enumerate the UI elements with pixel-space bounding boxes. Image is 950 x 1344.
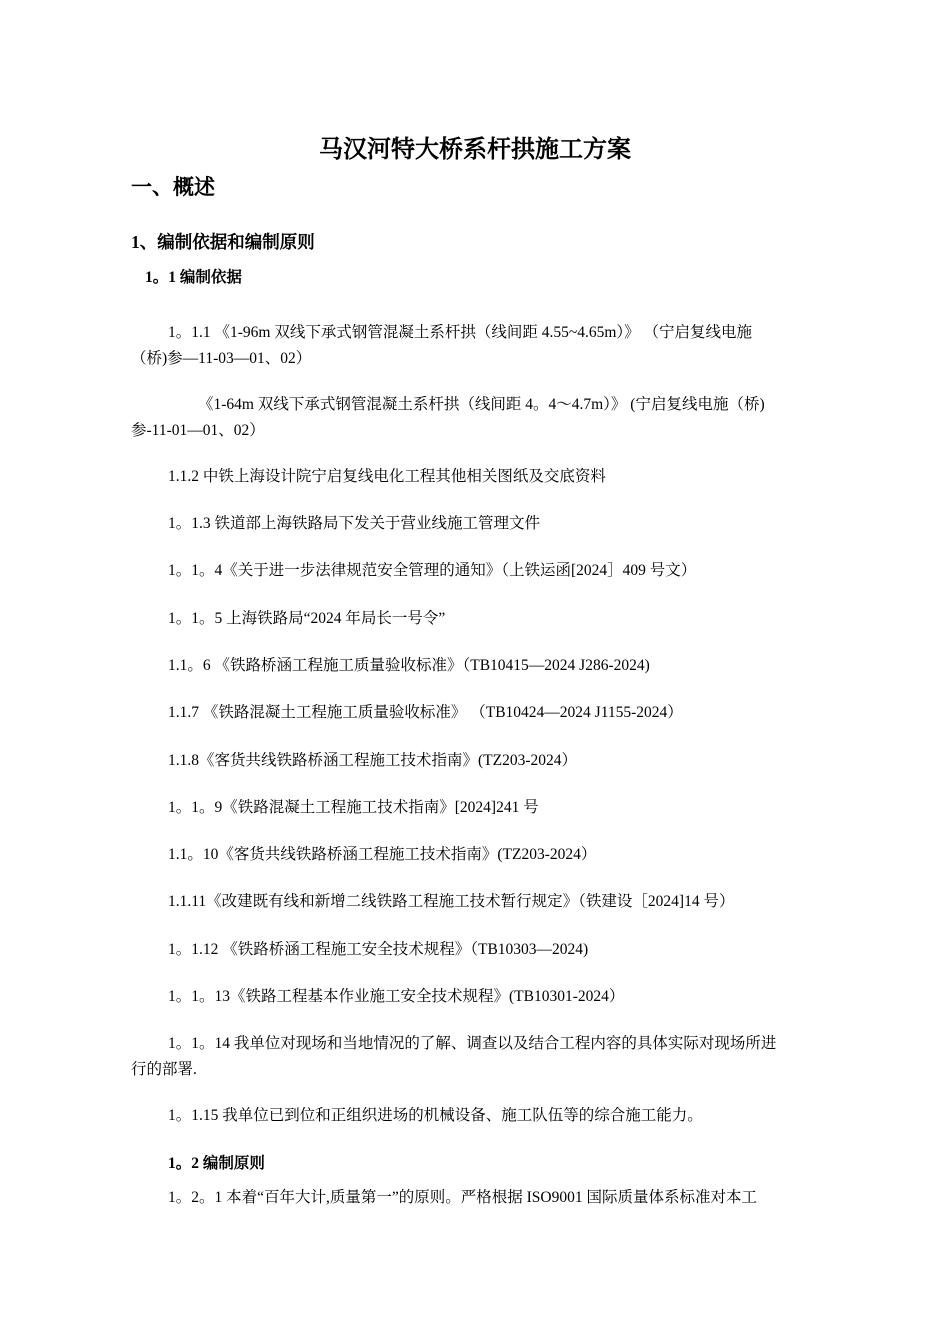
paragraph-line: （桥)参—11-03—01、02） <box>131 350 312 367</box>
paragraph-item-1-1-12 <box>131 937 837 963</box>
paragraph-item-1-1-2 <box>131 464 837 490</box>
paragraph-item-1-1-3 <box>131 511 837 537</box>
paragraph-line: 1.1.11《改建既有线和新增二线铁路工程施工技术暂行规定》（铁建设［2024]14 号） <box>168 893 735 910</box>
paragraph-line: 1。1.15 我单位已到位和正组织进场的机械设备、施工队伍等的综合施工能力。 <box>168 1107 703 1124</box>
paragraph-line: 1。1.3 铁道部上海铁路局下发关于营业线施工管理文件 <box>168 515 541 532</box>
paragraph-item-1-1-10 <box>131 842 837 868</box>
paragraph-line: 1。2。1 本着“百年大计,质量第一”的原则。严格根据 ISO9001 国际质量体系标准对本工 <box>168 1189 757 1206</box>
paragraph-line: 1.1.8《客货共线铁路桥涵工程施工技术指南》(TZ203-2024） <box>168 752 578 769</box>
paragraph-line: 行的部署. <box>131 1061 197 1078</box>
document-title: 马汉河特大桥系杆拱施工方案 <box>319 137 631 163</box>
paragraph-item-1-1-13 <box>131 984 837 1010</box>
subsection-heading-basis: 1。1 编制依据 <box>145 269 242 286</box>
paragraph-line: 1。1。5 上海铁路局“2024 年局长一号令” <box>168 610 446 627</box>
paragraph-line: 1。1。4《关于进一步法律规范安全管理的通知》（上铁运函[2024］409 号文） <box>168 562 697 579</box>
paragraph-line: 1。1。13《铁路工程基本作业施工安全技术规程》(TB10301-2024） <box>168 988 625 1005</box>
paragraph-item-1-1-5 <box>131 606 837 632</box>
paragraph-line: 1.1.7 《铁路混凝土工程施工质量验收标准》 （TB10424—2024 J1155-2024） <box>168 704 683 721</box>
paragraph-item-1-1-4 <box>131 558 837 584</box>
paragraph-line: 1。1.1 《1-96m 双线下承式钢管混凝土系杆拱（线间距 4.55~4.65m）》 （宁启复线电施 <box>168 324 753 341</box>
paragraph-item-1-1-6 <box>131 653 837 679</box>
section-heading-overview: 一、概述 <box>131 175 215 199</box>
paragraph-line: 参-11-01—01、02） <box>131 422 265 439</box>
paragraph-item-1-1-11 <box>131 889 837 915</box>
paragraph-line: 1.1。10《客货共线铁路桥涵工程施工技术指南》(TZ203-2024） <box>168 846 597 863</box>
paragraph-line: 1.1.2 中铁上海设计院宁启复线电化工程其他相关图纸及交底资料 <box>168 468 606 485</box>
paragraph-item-1-1-1 <box>131 320 837 372</box>
paragraph-item-1-1-15 <box>131 1103 837 1129</box>
paragraph-line: 1。1。14 我单位对现场和当地情况的了解、调查以及结合工程内容的具体实际对现场所进 <box>168 1035 777 1052</box>
paragraph-item-1-1-14 <box>131 1031 837 1083</box>
subsection-heading-principles: 1。2 编制原则 <box>168 1155 265 1172</box>
subsection-heading-basis-principles: 1、编制依据和编制原则 <box>131 232 315 252</box>
paragraph-item-1-1-7 <box>131 700 837 726</box>
paragraph-line: 《1-64m 双线下承式钢管混凝土系杆拱（线间距 4。4～4.7m）》 (宁启复线电施（桥) <box>198 396 765 413</box>
paragraph-item-1-2-1 <box>131 1185 837 1211</box>
paragraph-item-1-1-8 <box>131 748 837 774</box>
paragraph-line: 1。1.12 《铁路桥涵工程施工安全技术规程》（TB10303—2024) <box>168 941 589 958</box>
paragraph-line: 1.1。6 《铁路桥涵工程施工质量验收标准》（TB10415—2024 J286-2024) <box>168 657 650 674</box>
paragraph-line: 1。1。9《铁路混凝土工程施工技术指南》[2024]241 号 <box>168 799 539 816</box>
paragraph-item-1-1-1b <box>131 392 837 444</box>
paragraph-item-1-1-9 <box>131 795 837 821</box>
